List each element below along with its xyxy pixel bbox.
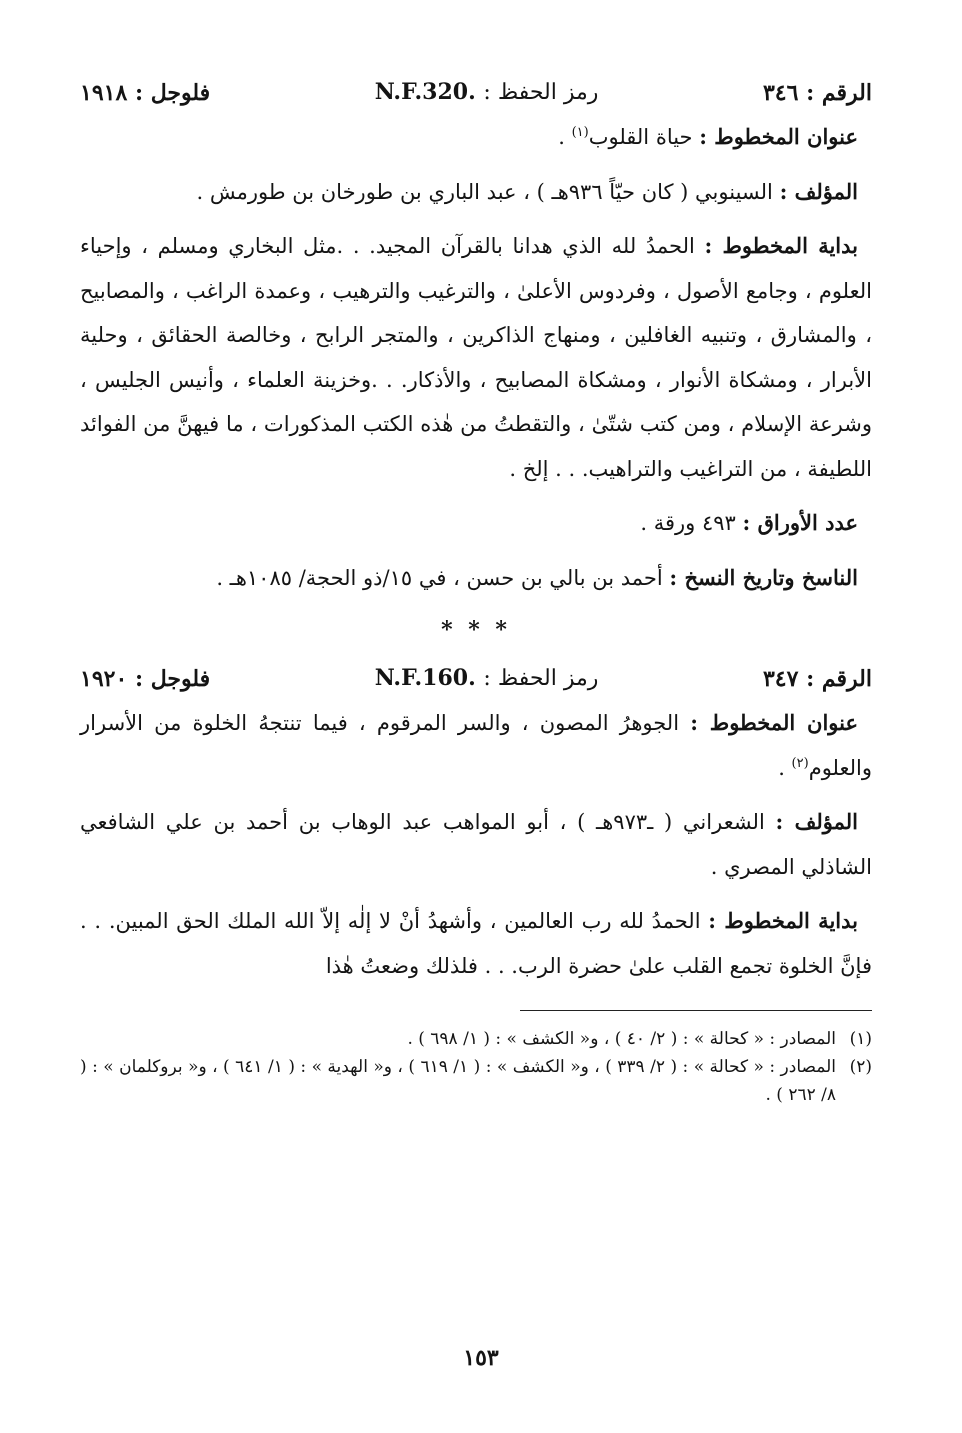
shelf-mark (375, 656, 599, 701)
fluegel-number: فلوجل : ١٩٢٠ (80, 665, 211, 692)
author-text: الشعراني ( ـ٩٧٣هـ ) ، أبو المواهب عبد الوهاب بن أحمد بن علي الشافعي الشاذلي المصري . (80, 810, 872, 879)
fluegel-number: فلوجل : ١٩١٨ (80, 79, 211, 106)
title-label: عنوان المخطوط : (699, 124, 858, 149)
manuscript-title (80, 701, 872, 790)
author-label: المؤلف : (775, 809, 858, 834)
shelf-mark (375, 70, 599, 115)
title-label: عنوان المخطوط : (690, 710, 858, 735)
manuscript-incipit (80, 899, 872, 988)
document-page (80, 70, 872, 1109)
title-tail: . (558, 125, 572, 149)
footnote-divider (520, 1010, 872, 1011)
incipit-label: بداية المخطوط : (708, 908, 858, 933)
title-text: الجوهرُ المصون ، والسر المرقوم ، فيما تنتجهُ الخلوة من الأسرار والعلوم (80, 711, 872, 780)
author-label: المؤلف : (779, 178, 858, 204)
leaves-label: عدد الأوراق : (742, 510, 858, 535)
manuscript-title (80, 115, 872, 160)
entry-header (80, 656, 872, 701)
entry-header (80, 70, 872, 115)
title-text: حياة القلوب (588, 125, 700, 149)
copyist-label: الناسخ وتاريخ النسخ : (669, 564, 858, 590)
incipit-label: بداية المخطوط : (704, 233, 858, 258)
footnote-item (80, 1025, 872, 1053)
footnote-text: المصادر : « كحالة » : ( ٢/ ٤٠ ) ، و« الكشف » : ( ١/ ٦٩٨ ) . (407, 1029, 836, 1049)
footnote-ref: (٢) (791, 755, 809, 771)
shelf-mark-label: رمز الحفظ : (483, 80, 599, 105)
footnote-text: المصادر : « كحالة » : ( ٢/ ٣٣٩ ) ، و« الكشف » : ( ١/ ٦١٩ ) ، و« الهدية » : ( ١/ ٦٤١ ) ، و« بروكلمان » : ( ٨/ ٢٦٢ ) . (80, 1057, 836, 1105)
shelf-mark-value: N.F.320. (374, 79, 476, 105)
incipit-text: الحمدُ لله رب العالمين ، وأشهدُ أنْ لا إلٰه إلاّ الله الملك الحق المبين. . . فإنَّ الخلوة تجمع القلب علىٰ حضرة الرب. . . فلذلك وضعتُ هٰذا (80, 909, 872, 978)
footnotes (80, 1025, 872, 1109)
manuscript-author (80, 800, 872, 889)
page-number: ١٥٣ (463, 1345, 499, 1371)
shelf-mark-label: رمز الحفظ : (483, 666, 599, 691)
shelf-mark-value: N.F.160. (374, 665, 476, 691)
author-text: السينوبي ( كان حيّاً ٩٣٦هـ ) ، عبد الباري بن طورخان بن طورمش . (196, 179, 780, 204)
footnote-ref: (١) (571, 125, 589, 140)
title-tail: . (778, 755, 792, 780)
manuscript-copyist (80, 556, 872, 601)
entry-number: الرقم : ٣٤٦ (762, 79, 872, 106)
entry-number: الرقم : ٣٤٧ (762, 665, 872, 692)
footnote-number: (١) (849, 1029, 872, 1049)
manuscript-incipit (80, 224, 872, 491)
copyist-text: أحمد بن بالي بن حسن ، في ١٥/ذو الحجة/ ١٠٨٥هـ . (216, 565, 670, 590)
manuscript-entry-347 (80, 656, 872, 988)
manuscript-entry-346 (80, 70, 872, 600)
leaves-text: ٤٩٣ ورقة . (640, 511, 743, 535)
footnote-item (80, 1053, 872, 1109)
incipit-text: الحمدُ لله الذي هدانا بالقرآن المجيد. . .مثل البخاري ومسلم ، وإحياء العلوم ، وجامع الأصول ، وفردوس الأعلىٰ ، والترغيب والترهيب ، وعمدة الراغب ، والمصابيح ، والمشارق ، وتنبيه الغافلين ، ومنهاج الذاكرين ، والمتجر الرابح ، وخالصة الحقائق ، وحلية الأبرار ، ومشكاة الأنوار ، ومشكاة المصابيح ، والأذكار. . .وخزينة العلماء ، وأنيس الجليس ، وشرعة الإسلام ، ومن كتب شتّىٰ ، والتقطتُ من هٰذه الكتب المذكورات ، ما فيهنَّ من الفوائد اللطيفة ، من التراغيب والتراهيب. . . إلخ . (80, 234, 872, 481)
footnote-number: (٢) (849, 1057, 872, 1077)
manuscript-leaves (80, 501, 872, 546)
manuscript-author (80, 170, 872, 215)
entry-separator: * * * (441, 617, 511, 643)
